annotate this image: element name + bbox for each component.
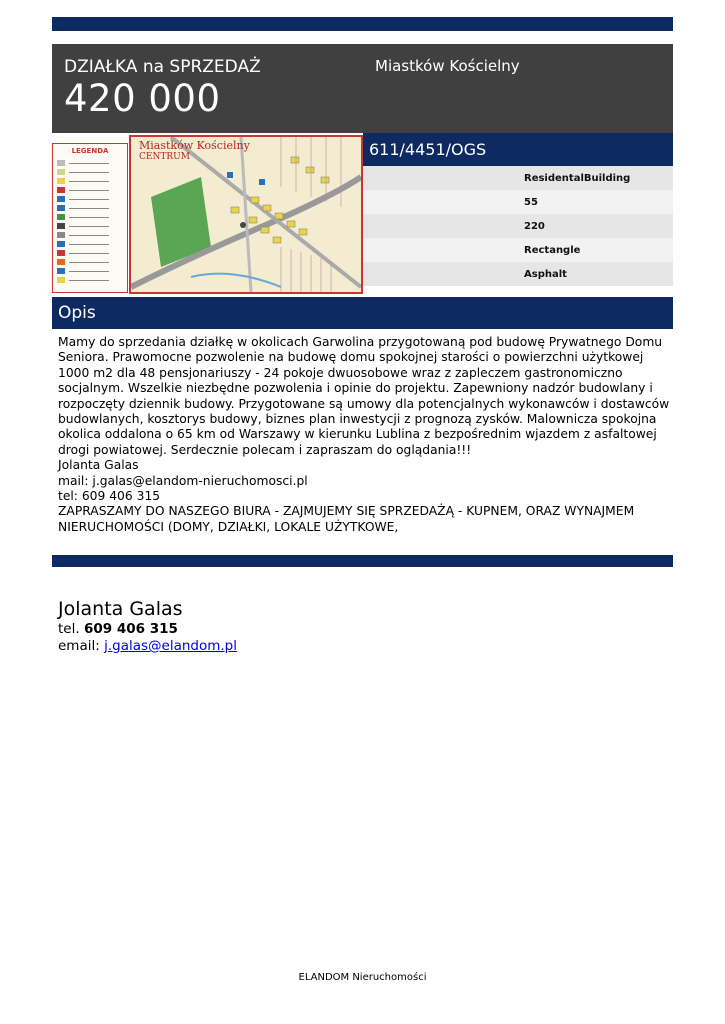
agent-name: Jolanta Galas (58, 598, 183, 620)
detail-value: Rectangle (524, 245, 581, 256)
agent-contact (58, 597, 237, 655)
listing-location: Miastków Kościelny (375, 57, 520, 75)
map-subtitle: CENTRUM (139, 152, 190, 162)
village-map (129, 135, 363, 294)
description-line: rozpoczęty dziennik budowy. Przygotowane są umowy dla potencjalnych wykonawców i dostawców (58, 396, 670, 411)
description-line: Mamy do sprzedania działkę w okolicach Garwolina przygotowaną pod budowę Prywatnego Domu (58, 335, 663, 349)
agent-email-link[interactable]: j.galas@elandom.pl (104, 638, 237, 654)
description-line: NIERUCHOMOŚCI (DOMY, DZIAŁKI, LOKALE UŻYTKOWE, (58, 519, 399, 534)
agent-phone-label: tel. (58, 621, 80, 637)
description-text (58, 335, 670, 535)
description-heading: Opis (58, 303, 96, 323)
listing-photo (52, 133, 363, 295)
detail-value: 55 (524, 197, 538, 208)
agent-email-label: email: (58, 638, 100, 654)
description-line: ZAPRASZAMY DO NASZEGO BIURA - ZAJMUJEMY SIĘ SPRZEDAŻĄ - KUPNEM, ORAZ WYNAJMEM (58, 504, 635, 519)
top-decorative-bar (52, 17, 673, 31)
detail-row (363, 190, 673, 214)
listing-type: DZIAŁKA na SPRZEDAŻ (64, 57, 261, 77)
description-line: budowlanych, kosztorys budowy, biznes plan inwestycji z prognozą zysków. Malownicza spokojna (58, 412, 657, 427)
detail-value: Asphalt (524, 269, 567, 280)
detail-value: 220 (524, 221, 545, 232)
detail-row (363, 262, 673, 286)
description-line: drogi powiatowej. Serdecznie polecam i zapraszam do oglądania!!! (58, 442, 472, 457)
map-title: Miastków Kościelny (139, 139, 250, 152)
listing-header (52, 44, 673, 133)
description-line: okolica oddalona o 65 km od Warszawy w kierunku Lublina z bezpośrednim wjazdem z asfaltowej (58, 427, 657, 442)
description-line: Jolanta Galas (58, 458, 139, 473)
description-line: Seniora. Prawomocne pozwolenie na budowę domu spokojnej starości o powierzchni użytkowej (58, 350, 644, 365)
description-line: mail: j.galas@elandom-nieruchomosci.pl (58, 473, 308, 488)
description-header (52, 297, 673, 329)
listing-code: 611/4451/OGS (369, 140, 487, 159)
agent-phone: 609 406 315 (83, 621, 178, 637)
description-line: socjalnym. Wszelkie niezbędne pozwolenia i opinie do projektu. Zapewniony nadzór budowlany i (58, 381, 653, 396)
listing-code-header (363, 133, 673, 166)
map-legend (52, 143, 128, 293)
listing-price: 420 000 (64, 77, 221, 120)
map-legend-title: LEGENDA (71, 147, 109, 155)
section-divider-bar (52, 555, 673, 567)
detail-row (363, 214, 673, 238)
detail-row (363, 238, 673, 262)
agent-phone-line (58, 621, 237, 638)
description-line: 1000 m2 dla 48 pensjonariuszy - 24 pokoje dwuosobowe wraz z zapleczem gastronomiczno (58, 365, 623, 380)
description-line: tel: 609 406 315 (58, 489, 161, 504)
page-footer: ELANDOM Nieruchomości (298, 972, 427, 983)
detail-row (363, 166, 673, 190)
agent-email-line (58, 638, 237, 655)
detail-value: ResidentalBuilding (524, 173, 631, 184)
